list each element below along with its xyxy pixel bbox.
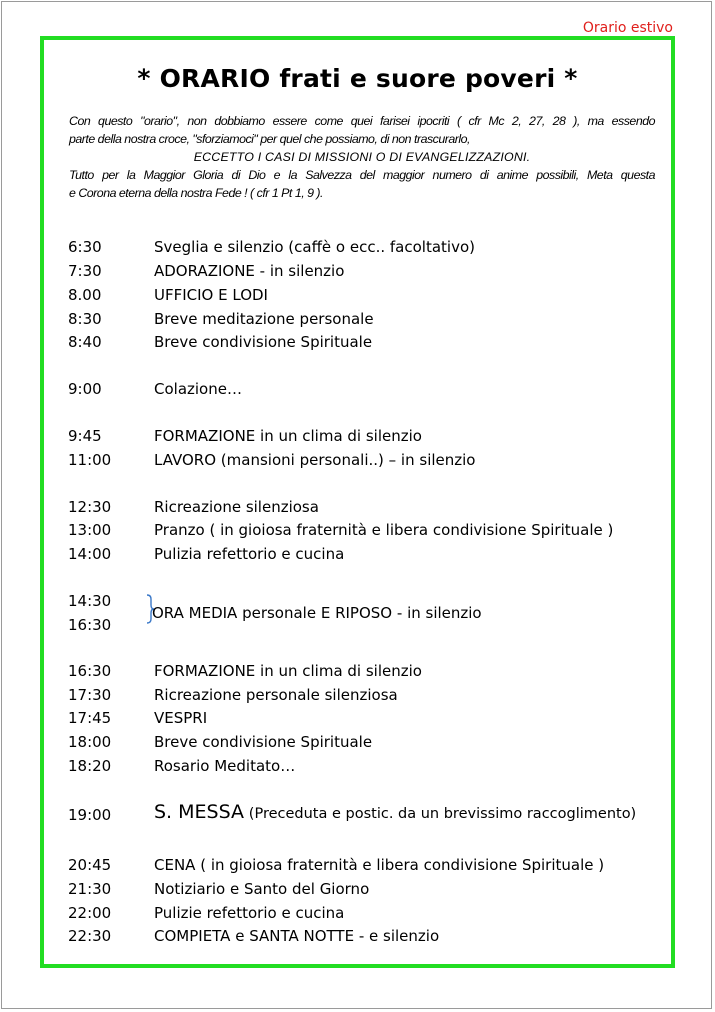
activity-note: (Preceduta e postic. da un brevissimo raccoglimento) [248, 806, 637, 822]
activity: FORMAZIONE in un clima di silenzio [154, 427, 422, 445]
activity: LAVORO (mansioni personali..) – in silenzio [154, 451, 476, 469]
time: 6:30 [68, 238, 102, 256]
time: 7:30 [68, 262, 102, 280]
season-label: Orario estivo [582, 20, 673, 36]
time: 20:45 [68, 856, 112, 874]
activity: VESPRI [154, 709, 208, 727]
activity: Colazione… [154, 380, 242, 398]
activity: ADORAZIONE - in silenzio [154, 262, 345, 280]
activity: UFFICIO E LODI [154, 286, 268, 304]
activity: Notiziario e Santo del Giorno [154, 880, 370, 898]
intro-line: Con questo "orario", non dobbiamo essere come quei farisei ipocriti ( cfr Mc 2, 27, 28 ), ma essendo [69, 114, 655, 128]
activity: Pranzo ( in gioiosa fraternità e libera condivisione Spirituale ) [154, 521, 614, 539]
activity: Rosario Meditato… [154, 757, 296, 775]
time: 19:00 [68, 806, 112, 824]
activity: Breve condivisione Spirituale [154, 733, 373, 751]
time: 22:00 [68, 904, 112, 922]
time: 8:30 [68, 310, 102, 328]
time: 8.00 [68, 286, 102, 304]
time: 17:45 [68, 709, 112, 727]
time: 8:40 [68, 333, 102, 351]
time: 18:20 [68, 757, 112, 775]
activity: Ricreazione silenziosa [154, 498, 319, 516]
time: 18:00 [68, 733, 112, 751]
intro-line: e Corona eterna della nostra Fede ! ( cfr 1 Pt 1, 9 ). [69, 186, 323, 200]
activity: Breve condivisione Spirituale [154, 333, 373, 351]
time: 12:30 [68, 498, 112, 516]
activity: COMPIETA e SANTA NOTTE - e silenzio [154, 927, 440, 945]
time: 16:30 [68, 616, 112, 634]
time: 22:30 [68, 927, 112, 945]
intro-paragraph [69, 112, 655, 202]
activity: ORA MEDIA personale E RIPOSO - in silenzio [152, 604, 482, 622]
intro-line: Tutto per la Maggior Gloria di Dio e la Salvezza del maggior numero di anime possibili, Meta questa [69, 168, 655, 182]
time: 14:30 [68, 592, 112, 610]
time: 11:00 [68, 451, 112, 469]
time: 16:30 [68, 662, 112, 680]
activity: Sveglia e silenzio (caffè o ecc.. facoltativo) [154, 238, 475, 256]
page-title: * ORARIO frati e suore poveri * [137, 64, 578, 93]
time: 9:45 [68, 427, 102, 445]
activity: Pulizia refettorio e cucina [154, 545, 345, 563]
activity: Breve meditazione personale [154, 310, 374, 328]
time: 14:00 [68, 545, 112, 563]
time: 21:30 [68, 880, 112, 898]
intro-line: parte della nostra croce, "sforziamoci" per quel che possiamo, di non trascurarlo, [69, 132, 470, 146]
time: 9:00 [68, 380, 102, 398]
activity: CENA ( in gioiosa fraternità e libera condivisione Spirituale ) [154, 856, 605, 874]
activity: Pulizie refettorio e cucina [154, 904, 345, 922]
time: 17:30 [68, 686, 112, 704]
activity: Ricreazione personale silenziosa [154, 686, 398, 704]
time: 13:00 [68, 521, 112, 539]
activity: S. MESSA [154, 801, 245, 823]
activity: FORMAZIONE in un clima di silenzio [154, 662, 422, 680]
schedule-frame [40, 36, 675, 968]
intro-line: ECCETTO I CASI DI MISSIONI O DI EVANGELIZZAZIONI. [193, 150, 531, 164]
